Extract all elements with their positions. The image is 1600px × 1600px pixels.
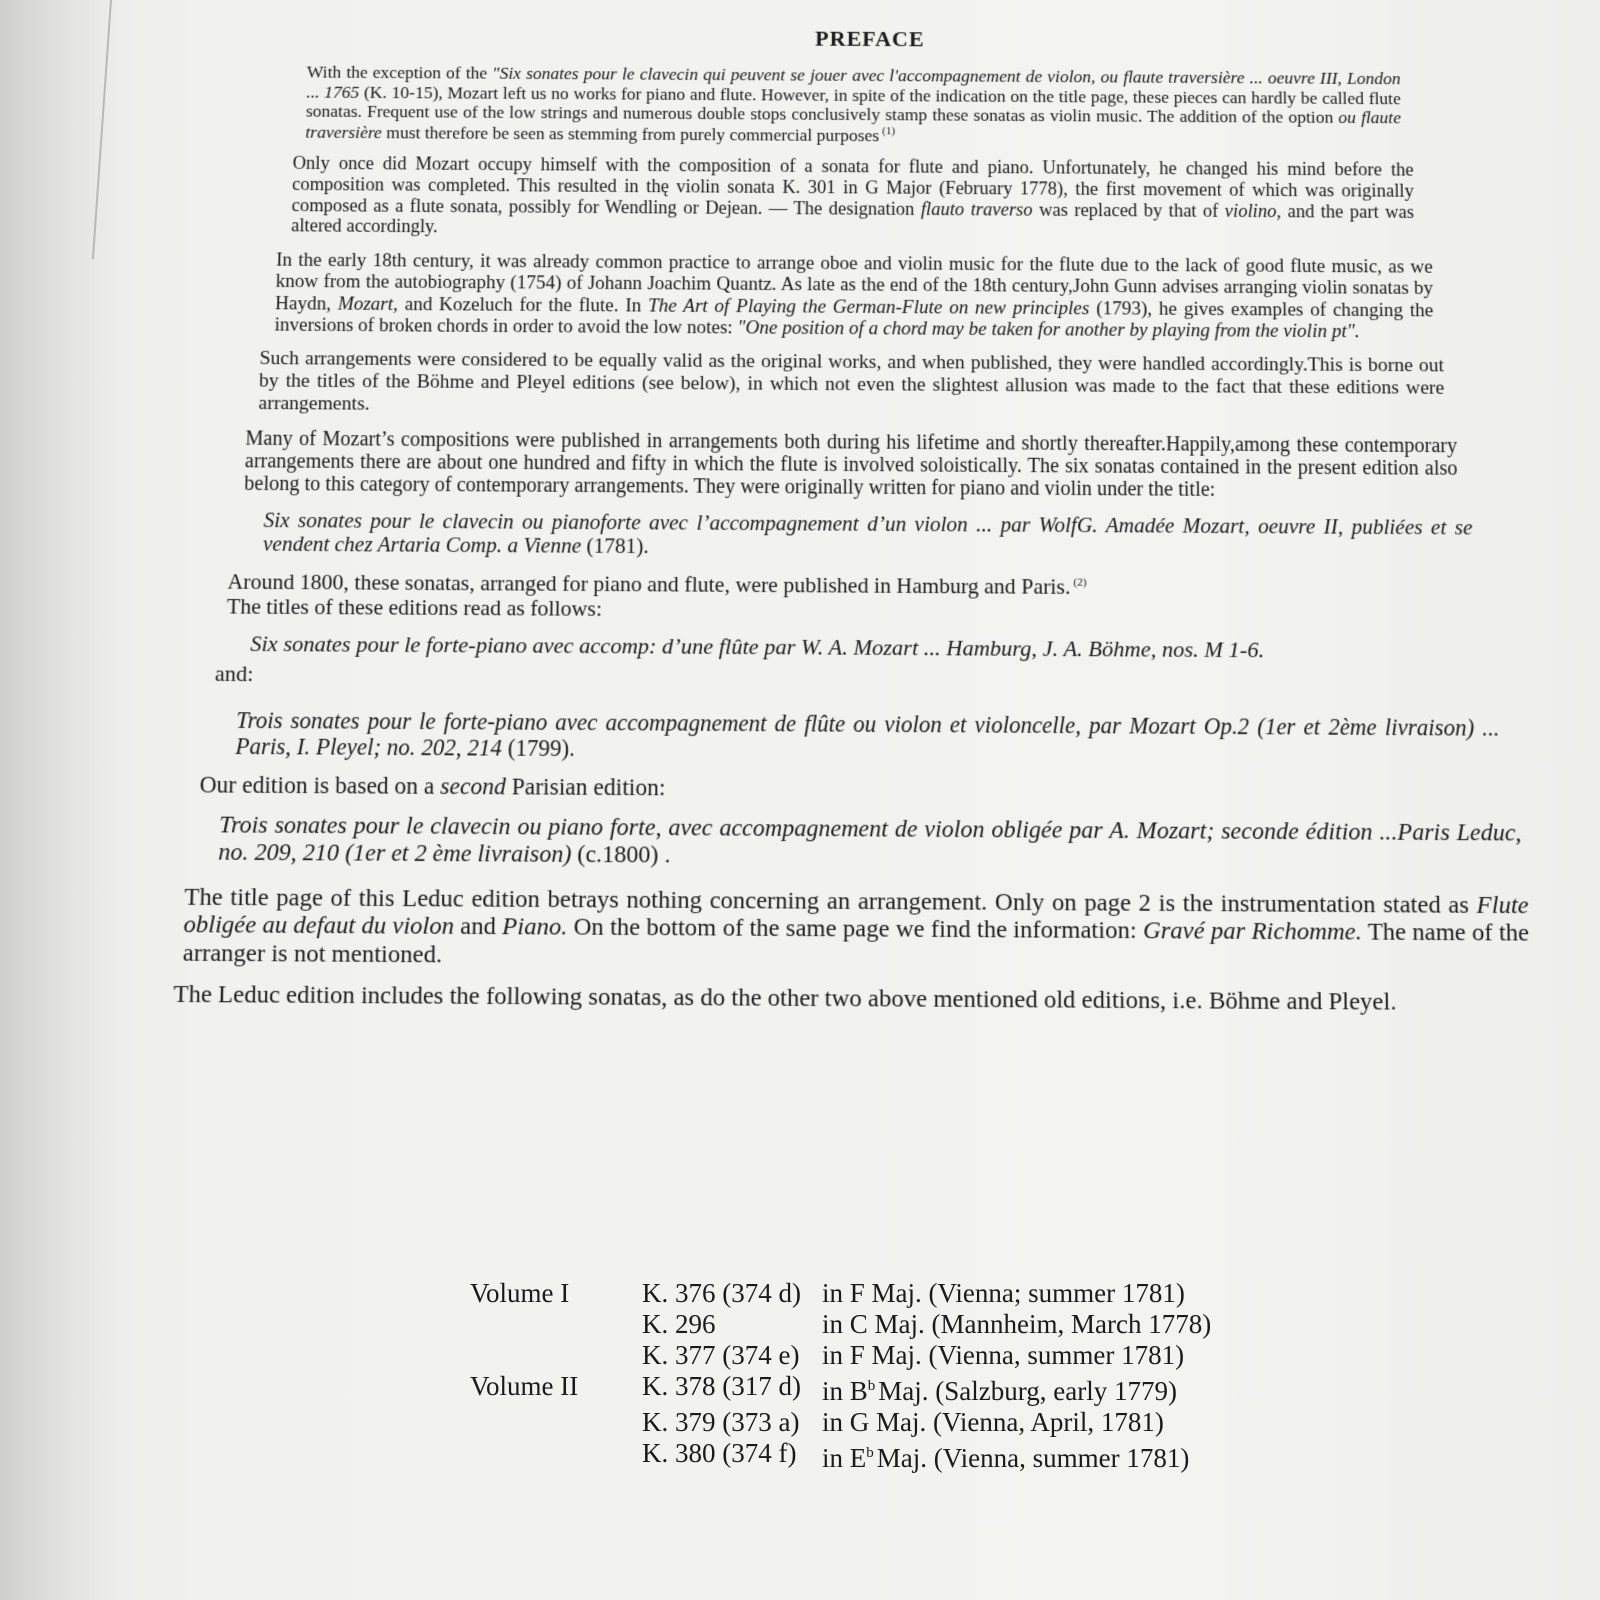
- footnote-marker-1: (1): [882, 124, 896, 138]
- page-title: PREFACE: [815, 25, 925, 52]
- volume-row: Volume II K. 378 (317 d) in $B^b$ Maj. (Salzburg, early 1779): [470, 1371, 1177, 1406]
- paragraph-6: Around 1800, these sonatas, arranged for piano and flute, were published in Hamburg and Paris. $^{(2)}$ The titles of these editions read as follows:: [226, 568, 1087, 621]
- book-gutter: [0, 0, 120, 1600]
- quotation-leduc: Trois sonates pour le clavecin ou piano forte, avec accompagnement de violon obligée par A. Mozart; seconde édition ...Paris Leduc, no. 209, 210 (1er et 2 ème livraison) (c.1800) .: [218, 811, 1522, 870]
- volume-row: K. 377 (374 e) in F Maj. (Vienna, summer 1781): [642, 1340, 1185, 1370]
- paragraph-1: With the exception of the "Six sonates pour le clavecin qui peuvent se jouer avec l'accompagnement de violon, ou flaute traversière ... oeuvre III, London ... 1765 (K. 10-15), Mozart left us no works for piano and flute. However, in spite of the indication on the title page, these pieces can hardly be called flute sonatas. Frequent use of the low strings and numerous double stops conclusively stamp these sonatas as violin music. The addition of the option ou flaute traversière must therefore be seen as stemming from purely commercial purposes $^{(1)}$: [305, 61, 1402, 145]
- flat-sign: b: [867, 1378, 876, 1394]
- paragraph-7: Our edition is based on a second Parisian edition:: [199, 771, 666, 801]
- paragraph-2: Only once did Mozart occupy himself with the composition of a sonata for flute and piano. Unfortunately, he changed his mind before the composition was completed. This resulted in thę violin sonata K. 301 in G Major (February 1778), the first movement of which was originally composed as a flute sonata, possibly for Wendling or Dejean. — The designation flauto traverso was replaced by that of violino, and the part was altered accordingly.: [290, 153, 1415, 238]
- flat-sign: b: [866, 1445, 874, 1461]
- paragraph-4: Such arrangements were considered to be equally valid as the original works, and when published, they were handled accordingly.This is borne out by the titles of the Böhme and Pleyel editions (see below), in which not even the slightest allusion was made to the fact that these editions were arrangements.: [258, 347, 1445, 415]
- volume-row: K. 296 in C Maj. (Mannheim, March 1778): [642, 1309, 1212, 1339]
- quotation-artaria: Six sonates pour le clavecin ou pianoforte avec l’accompagnement d’un violon ... par WolfG. Amadée Mozart, oeuvre II, publiées et se vendent chez Artaria Comp. a Vienne (1781).: [262, 507, 1473, 559]
- volume-row: K. 379 (373 a) in G Maj. (Vienna, April, 1781): [642, 1407, 1164, 1437]
- volume-row: K. 380 (374 f) in $E^b$ Maj. (Vienna, summer 1781): [642, 1438, 1190, 1473]
- footnote-marker-2: (2): [1073, 576, 1087, 589]
- paragraph-9: The Leduc edition includes the following sonatas, as do the other two above mentioned old editions, i.e. Böhme and Pleyel.: [173, 980, 1397, 1017]
- paragraph-8: The title page of this Leduc edition betrays nothing concerning an arrangement. Only on page 2 is the instrumentation stated as Flute obligée au defaut du violon and Piano. On the bottom of the same page we find the information: Gravé par Richomme. The name of the arranger is not mentioned.: [182, 883, 1530, 969]
- paragraph-5: Many of Mozart’s compositions were published in arrangements both during his lifetime and shortly thereafter.Happily,among these contemporary arrangements there are about one hundred and fifty in which the flute is involved soloistically. The six sonatas contained in the present edition also belong to this category of contemporary arrangements. They were originally written for piano and violin under the title:: [243, 426, 1458, 502]
- volume-row: Volume I K. 376 (374 d) in F Maj. (Vienna; summer 1781): [470, 1278, 1185, 1308]
- preface-text: [173, 22, 1556, 1031]
- paragraph-3: In the early 18th century, it was already common practice to arrange oboe and violin music for the flute due to the lack of good flute music, as we know from the autobiography (1754) of Johann Joachim Quantz. As late as the end of the 18th century,John Gunn advises arranging violin sonatas by Haydn, Mozart, and Kozeluch for the flute. In The Art of Playing the German-Flute on new principles (1793), he gives examples of changing the inversions of broken chords in order to avoid the low notes: "One position of a chord may be taken for another by playing from the violin pt".: [274, 249, 1434, 343]
- and-connector: and:: [214, 659, 254, 686]
- quotation-bohme: Six sonates pour le forte-piano avec accomp: d’une flûte par W. A. Mozart ... Hamburg, J. A. Böhme, nos. M 1-6.: [250, 630, 1265, 663]
- sonata-volume-list: [470, 1278, 1211, 1474]
- quotation-pleyel: Trois sonates pour le forte-piano avec accompagnement de flûte ou violon et violoncelle, par Mozart Op.2 (1er et 2ème livraison) ... Paris, I. Pleyel; no. 202, 214 (1799).: [235, 706, 1500, 762]
